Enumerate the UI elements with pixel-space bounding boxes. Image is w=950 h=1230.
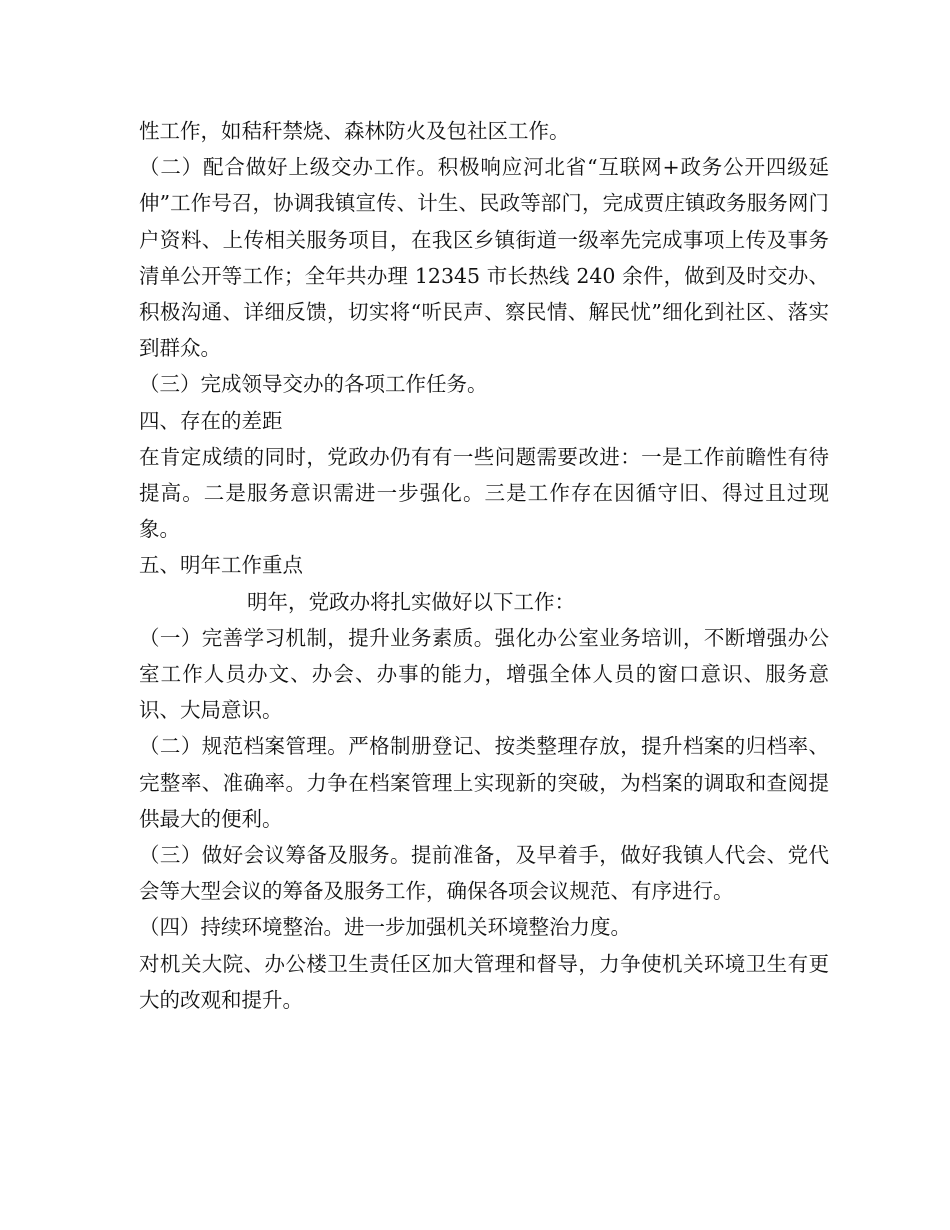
paragraph-archive-management: （二）规范档案管理。严格制册登记、按类整理存放，提升档案的归档率、完整率、准确率。力争在档案管理上实现新的突破，为档案的调取和查阅提供最大的便利。 [139, 734, 829, 831]
paragraph-gaps: 在肯定成绩的同时，党政办仍有有一些问题需要改进：一是工作前瞻性有待提高。二是服务意识需进一步强化。三是工作存在因循守旧、得过且过现象。 [139, 444, 829, 542]
paragraph-environment: （四）持续环境整治。进一步加强机关环境整治力度。 [139, 915, 631, 940]
section-heading-next-year: 五、明年工作重点 [139, 553, 303, 578]
section-heading-gaps: 四、存在的差距 [139, 408, 283, 433]
paragraph-learning-mechanism: （一）完善学习机制，提升业务素质。强化办公室业务培训，不断增强办公室工作人员办文、办会、办事的能力，增强全体人员的窗口意识、服务意识、大局意识。 [139, 625, 829, 723]
paragraph-superior-tasks: （二）配合做好上级交办工作。积极响应河北省“互联网+政务公开四级延伸”工作号召，协调我镇宣传、计生、民政等部门，完成贾庄镇政务服务网门户资料、上传相关服务项目，在我区乡镇街道一级率先完成事项上传及事务清单公开等工作；全年共办理 12345 市长热线 240 余件，做到及时交办、积极沟通、详细反馈，切实将“听民声、察民情、解民忧”细化到社区、落实到群众。 [139, 155, 829, 361]
paragraph-next-year-intro: 明年，党政办将扎实做好以下工作： [247, 589, 575, 614]
paragraph-continuation: 性工作，如秸秆禁烧、森林防火及包社区工作。 [139, 119, 570, 143]
paragraph-environment-detail: 对机关大院、办公楼卫生责任区加大管理和督导，力争使机关环境卫生有更大的改观和提升。 [139, 951, 829, 1012]
paragraph-meeting-preparation: （三）做好会议筹备及服务。提前准备，及早着手，做好我镇人代会、党代会等大型会议的筹备及服务工作，确保各项会议规范、有序进行。 [139, 843, 829, 904]
document-body [139, 113, 829, 1018]
paragraph-leader-tasks: （三）完成领导交办的各项工作任务。 [139, 372, 488, 397]
